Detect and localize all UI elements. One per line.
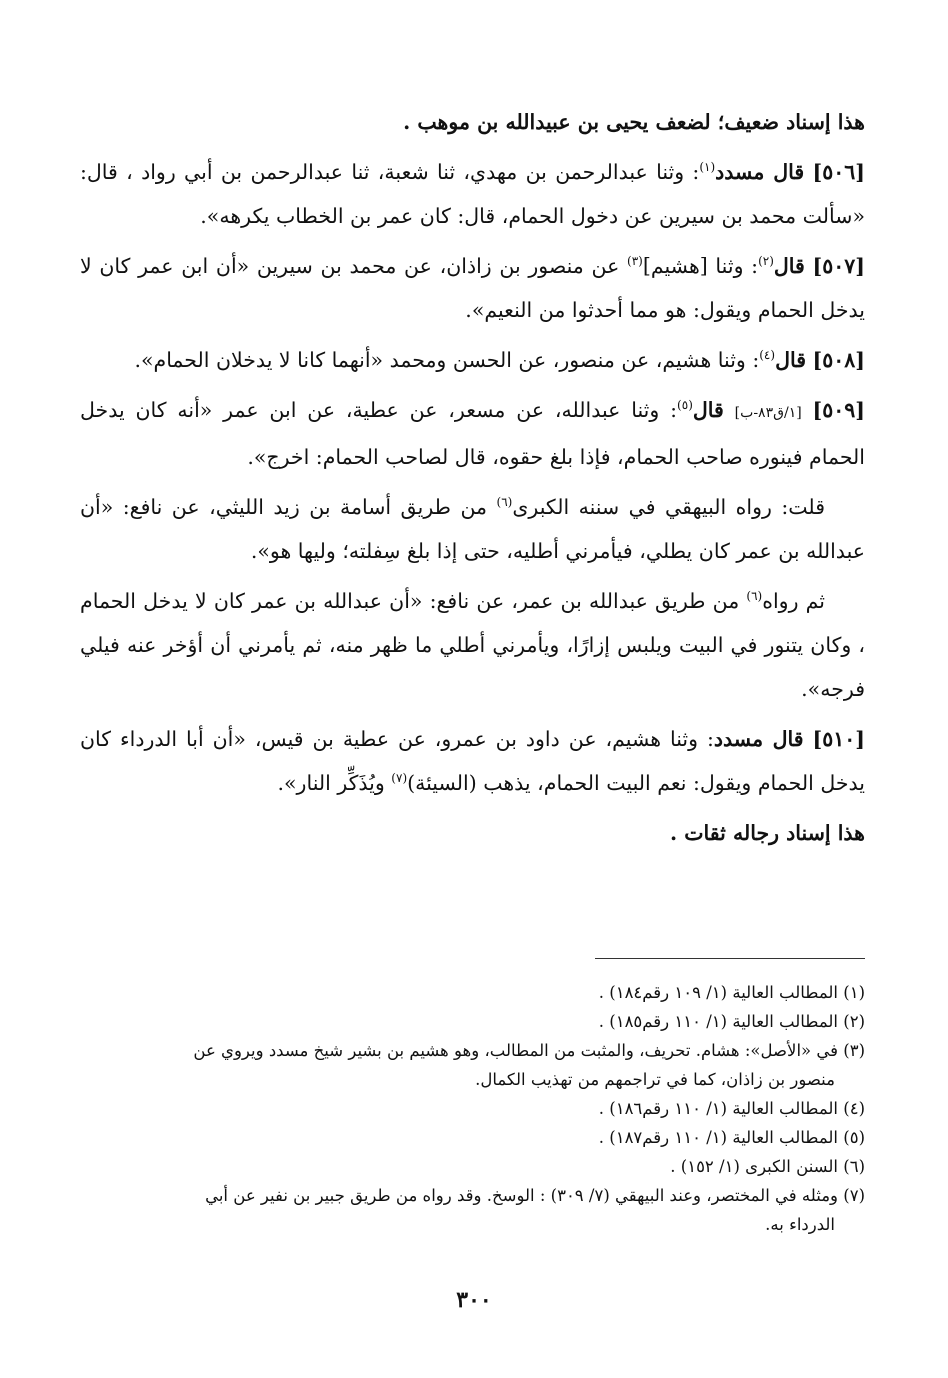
footnote-ref[interactable]: (٥)	[677, 398, 693, 413]
hadith-text: عن منصور بن زاذان، عن محمد بن سيرين «أن ابن عمر كان لا يدخل الحمام ويقول: هو مما أحدثوا من النعيم».	[80, 254, 865, 322]
commentary-text: قلت: رواه البيهقي في سننه الكبرى	[512, 495, 825, 519]
footnote-3	[80, 1036, 865, 1094]
paragraph-0: هذا إسناد ضعيف؛ لضعف يحيى بن عبيدالله بن موهب .	[403, 110, 865, 134]
commentary-1	[80, 485, 865, 573]
hadith-number: [٥١٠]	[812, 727, 865, 751]
footnote-ref[interactable]: (٧)	[391, 771, 408, 786]
hadith-text: : وثنا عبدالرحمن بن مهدي، ثنا شعبة، ثنا عبدالرحمن بن أبي رواد ، قال: «سألت محمد بن سيرين عن دخول الحمام، قال: كان عمر بن الخطاب يكرهه».	[80, 160, 865, 228]
page-number: ٣٠٠	[456, 1287, 492, 1313]
hadith-number: [٥٠٧]	[812, 254, 865, 278]
footnotes	[80, 978, 865, 1239]
footnote-1: (١) المطالب العالية (١/ ١٠٩ رقم١٨٤) .	[598, 983, 865, 1002]
hadith-head: قال	[775, 348, 807, 372]
hadith-text: : وثنا عبدالله، عن مسعر، عن عطية، عن ابن عمر «أنه كان يدخل الحمام فينوره صاحب الحمام، فإذا بلغ حقوه، قال لصاحب الحمام: اخرج».	[80, 398, 865, 469]
footnote-separator	[595, 958, 865, 959]
hadith-head: قال	[773, 254, 805, 278]
hadith-number: [٥٠٨]	[812, 348, 865, 372]
hadith-head: قال مسدد	[715, 160, 805, 184]
footnote-4: (٤) المطالب العالية (١/ ١١٠ رقم١٨٦) .	[598, 1099, 865, 1118]
hadith-text: ويُذَكِّر النار».	[277, 771, 392, 795]
manuscript-marker: [١/ق٨٣-ب]	[734, 405, 802, 421]
commentary-text: من طريق عبدالله بن عمر، عن نافع: «أن عبدالله بن عمر كان لا يدخل الحمام ، وكان يتنور في البيت ويلبس إزارًا، ويأمرني أطلي ما ظهر منه، ثم يأمرني أن أؤخر عنه فيلي فرجه».	[80, 589, 865, 701]
footnote-ref[interactable]: (٣)	[627, 254, 643, 269]
footnote-3-line2: منصور بن زاذان، كما في تراجمهم من تهذيب الكمال.	[475, 1070, 835, 1089]
footnote-7-line2: الدرداء به.	[765, 1215, 835, 1234]
hadith-509	[80, 388, 865, 479]
hadith-507	[80, 244, 865, 332]
hadith-number: [٥٠٦]	[812, 160, 865, 184]
hadith-508	[80, 338, 865, 382]
hadith-506	[80, 150, 865, 238]
hadith-head: قال مسدد	[713, 727, 804, 751]
paragraph-8: هذا إسناد رجاله ثقات .	[669, 821, 865, 845]
footnote-6: (٦) السنن الكبرى (١/ ١٥٢) .	[670, 1157, 865, 1176]
footnote-ref[interactable]: (٦)	[496, 495, 513, 510]
footnote-7-line1: (٧) ومثله في المختصر، وعند البيهقي (٧/ ٣٠٩) : الوسخ. وقد رواه من طريق جبير بن نفير عن أبي	[205, 1186, 865, 1205]
footnote-ref[interactable]: (١)	[699, 160, 716, 175]
hadith-text: : وثنا هشيم، عن منصور، عن الحسن ومحمد «أنهما كانا لا يدخلان الحمام».	[134, 348, 760, 372]
hadith-head: قال	[692, 398, 724, 422]
footnote-3-line1: (٣) في «الأصل»: هشام. تحريف، والمثبت من المطالب، وهو هشيم بن بشير شيخ مسدد ويروي عن	[193, 1041, 865, 1060]
hadith-text: : وثنا [هشيم]	[642, 254, 759, 278]
footnote-ref[interactable]: (٦)	[746, 589, 763, 604]
main-text	[80, 100, 865, 861]
commentary-text: ثم رواه	[762, 589, 825, 613]
footnote-ref[interactable]: (٤)	[759, 348, 776, 363]
hadith-text: : وثنا هشيم، عن داود بن عمرو، عن عطية بن قيس، «أن أبا الدرداء كان يدخل الحمام ويقول: نعم البيت الحمام، يذهب (السيئة)	[80, 727, 865, 795]
footnote-ref[interactable]: (٢)	[758, 254, 774, 269]
commentary-2	[80, 579, 865, 711]
footnote-7	[80, 1181, 865, 1239]
hadith-510	[80, 717, 865, 805]
footnote-2: (٢) المطالب العالية (١/ ١١٠ رقم١٨٥) .	[598, 1012, 865, 1031]
commentary-text: من طريق أسامة بن زيد الليثي، عن نافع: «أن عبدالله بن عمر كان يطلي، فيأمرني أطليه، حتى إذا بلغ سِفلته؛ وليها هو».	[80, 495, 865, 563]
footnote-5: (٥) المطالب العالية (١/ ١١٠ رقم١٨٧) .	[598, 1128, 865, 1147]
hadith-number: [٥٠٩]	[812, 398, 865, 422]
